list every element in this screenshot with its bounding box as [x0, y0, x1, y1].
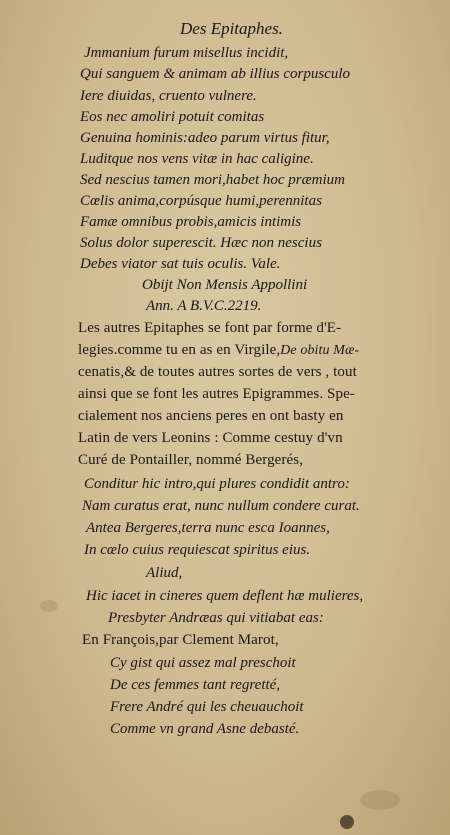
paper-stain — [360, 790, 400, 810]
prose-line: Curé de Pontailler, nommé Bergerés, — [78, 452, 304, 468]
verse-line: Presbyter Andræas qui vitiabat eas: — [108, 610, 324, 626]
verse-line: Frere André qui les cheuauchoit — [110, 699, 304, 715]
verse-line: Conditur hic intro,qui plures condidit antro: — [84, 476, 350, 492]
prose-line — [78, 343, 359, 358]
verse-line: Jmmanium furum misellus incidit, — [84, 45, 289, 61]
verse-line: Famæ omnibus probis,amicis intimis — [80, 214, 302, 230]
verse-line: De ces femmes tant regretté, — [110, 677, 281, 693]
prose-line: ainsi que se font les autres Epigrammes. Spe- — [78, 386, 355, 402]
verse-line: Qui sanguem & animam ab illius corpusculo — [80, 66, 350, 82]
aliud-heading: Aliud, — [146, 565, 183, 581]
verse-line: Eos nec amoliri potuit comitas — [80, 109, 265, 125]
prose-text: legies.comme tu en as en Virgile, — [78, 342, 281, 358]
marot-intro: En François,par Clement Marot, — [82, 632, 279, 648]
paper-stain — [40, 600, 58, 612]
prose-line: cialement nos anciens peres en ont basty en — [78, 408, 344, 424]
prose-italic-title: De obitu Mæ- — [280, 343, 360, 358]
verse-line: Cy gist qui assez mal preschoit — [110, 655, 296, 671]
running-header: Des Epitaphes. — [180, 19, 283, 38]
prose-line: Latin de vers Leonins : Comme cestuy d'vn — [78, 430, 343, 446]
prose-line: Les autres Epitaphes se font par forme d'E- — [78, 320, 342, 336]
verse-line: Ann. A B.V.C.2219. — [146, 298, 262, 314]
verse-line: Solus dolor superescit. Hæc non nescius — [80, 235, 322, 251]
ink-blot — [340, 815, 354, 829]
verse-line: Luditque nos vens vitæ in hac caligine. — [80, 151, 314, 167]
verse-line: Hic iacet in cineres quem deflent hæ mulieres, — [86, 588, 364, 604]
verse-line: Cœlis anima,corpúsque humi,perennitas — [80, 193, 322, 209]
verse-line: Genuina hominis:adeo parum virtus fitur, — [80, 130, 330, 146]
verse-line: Nam curatus erat, nunc nullum condere curat. — [82, 498, 360, 514]
verse-line: In cœlo cuius requiescat spiritus eius. — [84, 542, 311, 558]
verse-line: Antea Bergeres,terra nunc esca Ioannes, — [86, 520, 330, 536]
verse-line: Iere diuidas, cruento vulnere. — [80, 88, 257, 104]
verse-line: Comme vn grand Asne debasté. — [110, 721, 300, 737]
verse-line: Obijt Non Mensis Appollini — [142, 277, 308, 293]
verse-line: Debes viator sat tuis oculis. Vale. — [80, 256, 281, 272]
verse-line: Sed nescius tamen mori,habet hoc præmium — [80, 172, 345, 188]
prose-line: cenatis,& de toutes autres sortes de vers , tout — [78, 364, 357, 380]
